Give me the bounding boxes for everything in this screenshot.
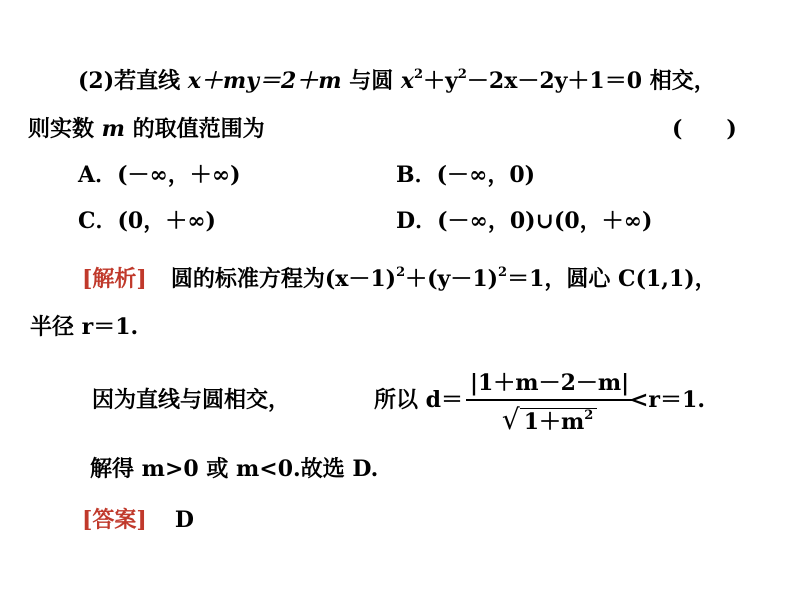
circle-equation-rest: －2x－2y＋1＝0 xyxy=(466,68,643,94)
denominator-text: 1＋m xyxy=(523,409,585,435)
distance-fraction xyxy=(466,366,633,436)
analysis-line-3-text: 因为直线与圆相交， xyxy=(92,387,291,413)
exponent: 2 xyxy=(498,265,508,280)
analysis-line-4: 解得 m>0 或 m<0.故选 D. xyxy=(90,456,379,482)
analysis-text-c: ＝1，圆心 C(1,1)， xyxy=(507,266,717,292)
option-c[interactable]: C．(0，＋∞) xyxy=(78,208,216,234)
fraction-denominator xyxy=(466,401,633,436)
analysis-tag: [解析] xyxy=(82,266,147,292)
line-equation: x＋my＝2＋m xyxy=(187,68,342,94)
circle-equation-x: x xyxy=(400,68,415,94)
question-mid: 与圆 xyxy=(341,68,401,94)
exponent: 2 xyxy=(584,408,594,423)
option-a[interactable]: A．(－∞，＋∞) xyxy=(78,162,241,188)
answer-value: D xyxy=(174,507,194,533)
question-suffix: 相交， xyxy=(642,68,716,94)
option-b[interactable]: B．(－∞，0) xyxy=(396,162,536,188)
answer-parentheses: ( ) xyxy=(672,116,737,142)
question-prefix: (2)若直线 xyxy=(78,68,188,94)
variable-m: m xyxy=(101,116,125,142)
analysis-text-a: 圆的标准方程为(x－1) xyxy=(170,266,397,292)
analysis-text-b: ＋(y－1) xyxy=(405,266,499,292)
analysis-line-3-post: <r＝1. xyxy=(630,387,705,413)
exponent: 2 xyxy=(457,67,467,82)
answer-line xyxy=(82,505,194,535)
question-line2-suffix: 的取值范围为 xyxy=(124,116,265,142)
answer-tag: [答案] xyxy=(82,507,147,533)
circle-equation-y: ＋y xyxy=(423,68,458,94)
question-line-2 xyxy=(28,114,265,144)
analysis-line-3-so: 所以 d＝ xyxy=(374,387,464,413)
exponent: 2 xyxy=(414,67,424,82)
sqrt-icon: √ xyxy=(501,403,520,436)
exponent: 2 xyxy=(396,265,406,280)
fraction-numerator: |1＋m－2－m| xyxy=(466,366,633,401)
option-d[interactable]: D．(－∞，0)∪(0，＋∞) xyxy=(396,208,653,234)
analysis-line-1 xyxy=(82,264,717,294)
analysis-line-2: 半径 r＝1. xyxy=(30,314,139,340)
question-line2-prefix: 则实数 xyxy=(28,116,102,142)
question-line-1 xyxy=(78,66,716,96)
